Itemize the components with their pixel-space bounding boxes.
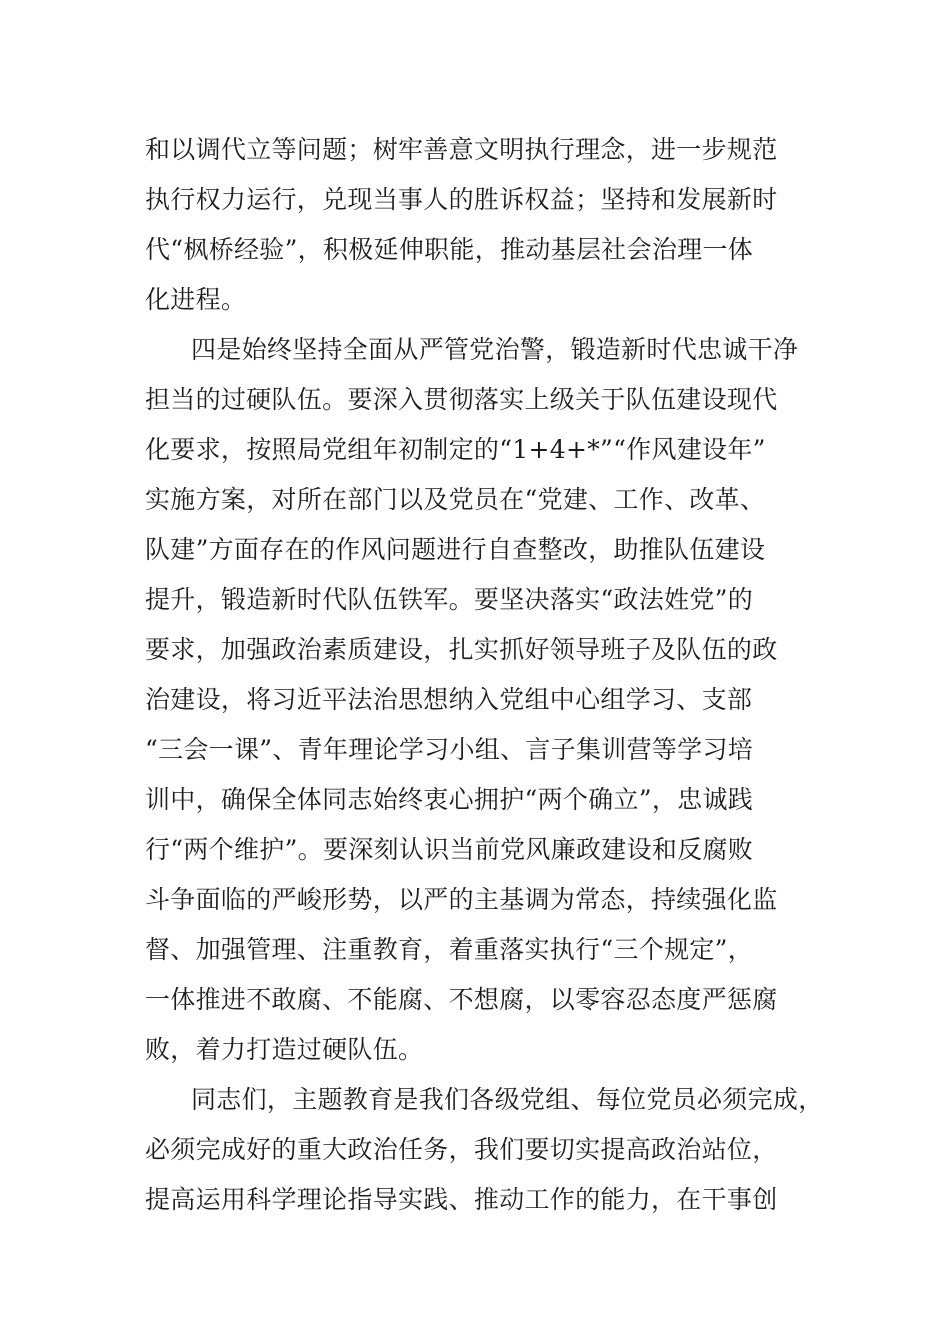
text-line: 化进程。 <box>145 285 247 314</box>
text-line: 训中，确保全体同志始终衷心拥护“两个确立”，忠诚践 <box>145 785 754 814</box>
text-line: 督、加强管理、注重教育，着重落实执行“三个规定”， <box>145 935 754 964</box>
text-line: 败，着力打造过硬队伍。 <box>145 1035 424 1064</box>
text-line: 代“枫桥经验”，积极延伸职能，推动基层社会治理一体 <box>145 235 754 264</box>
text-line: 和以调代立等问题；树牢善意文明执行理念，进一步规范 <box>145 135 778 164</box>
text-line: 治建设，将习近平法治思想纳入党组中心组学习、支部 <box>145 685 753 714</box>
text-line: 一体推进不敢腐、不能腐、不想腐，以零容忍态度严惩腐 <box>145 985 778 1014</box>
text-line: 必须完成好的重大政治任务，我们要切实提高政治站位， <box>145 1135 778 1164</box>
text-line: 执行权力运行，兑现当事人的胜诉权益；坚持和发展新时 <box>145 185 778 214</box>
text-line: “三会一课”、青年理论学习小组、言子集训营等学习培 <box>145 735 754 764</box>
text-line: 实施方案，对所在部门以及党员在“党建、工作、改革、 <box>145 485 766 514</box>
text-line: 要求，加强政治素质建设，扎实抓好领导班子及队伍的政 <box>145 635 778 664</box>
paragraph-start-line: 同志们，主题教育是我们各级党组、每位党员必须完成， <box>191 1085 824 1114</box>
text-line: 提升，锻造新时代队伍铁军。要坚决落实“政法姓党”的 <box>145 585 754 614</box>
paragraph-start-line: 四是始终坚持全面从严管党治警，锻造新时代忠诚干净 <box>191 335 799 364</box>
text-line: 化要求，按照局党组年初制定的“1+4+*”“作风建设年” <box>145 435 766 464</box>
text-line: 斗争面临的严峻形势，以严的主基调为常态，持续强化监 <box>145 885 778 914</box>
text-line: 队建”方面存在的作风问题进行自查整改，助推队伍建设 <box>145 535 766 564</box>
text-line: 担当的过硬队伍。要深入贯彻落实上级关于队伍建设现代 <box>145 385 778 414</box>
text-line: 行“两个维护”。要深刻认识当前党风廉政建设和反腐败 <box>145 835 754 864</box>
text-line: 提高运用科学理论指导实践、推动工作的能力，在干事创 <box>145 1185 778 1214</box>
